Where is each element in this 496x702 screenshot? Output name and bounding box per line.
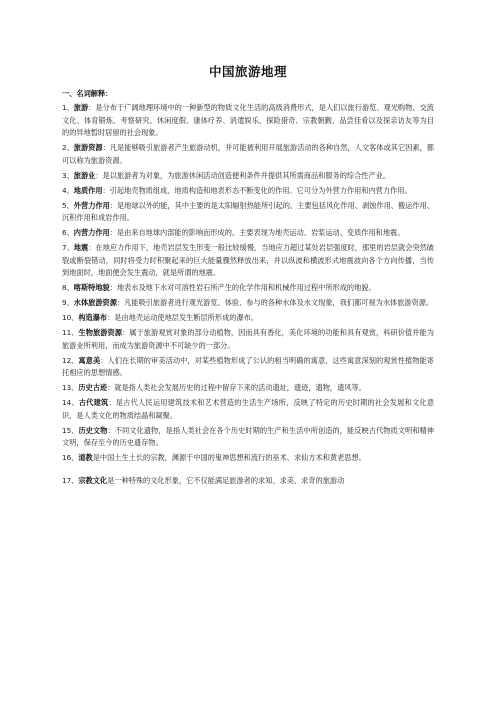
entry-definition: ：不同文化遗物，是指人类社会在各个历史时期的生产和生活中所创造的，能反映古代物质文明和精神文明，保存至今的历史遗存物。 (62, 425, 434, 447)
definition-entry (62, 200, 434, 225)
definition-entry (62, 452, 434, 465)
entry-definition: ：是由来自地球内部能的影响而形成的。主要表现为地壳运动、岩浆运动、变质作用和地震。 (109, 228, 405, 237)
entry-definition: ：是分布于广阔地理环境中的一种新型的物质文化生活的高级消费形式，是人们以旅行游览、观光购物、交流文化、体育锻炼、考察研究、休闲度假、康体疗养、消遣娱乐、探险猎奇、宗教朝觐、品尝佳肴以及探亲访友等为目的的异地暂时居留的社会现象。 (62, 103, 434, 137)
entry-definition: ：就是指人类社会发展历史的过程中留存下来的活动遗址，遗迹，遗物，遗风等。 (107, 383, 366, 392)
entry-number: 17、 (62, 475, 79, 485)
entry-number: 8、 (62, 283, 74, 292)
entry-number: 1、 (62, 103, 74, 112)
entry-definition: ：地表水及地下水对可溶性岩石所产生的化学作用和机械作用过程中所形成的地貌。 (109, 283, 376, 292)
entry-term: 外营力作用 (73, 200, 110, 210)
definition-entry (62, 185, 434, 198)
document-page (62, 62, 434, 490)
entry-term: 寓意美 (78, 355, 101, 365)
entry-definition: 是中国土生土长的宗教，渊源于中国的鬼神思想和流行的巫术、求仙方术和黄老思想。 (92, 453, 366, 462)
document-title: 中国旅游地理 (208, 64, 287, 79)
entry-term: 古代建筑 (78, 398, 109, 407)
entry-number: 12、 (62, 355, 79, 365)
entry-number: 3、 (62, 170, 74, 180)
entry-definition: ：凡是能够吸引旅游者产生旅游动机，并可能被利用开展旅游活动的各种自然，人文客体或其它因素，都可以称为旅游资源。 (62, 143, 434, 165)
entry-definition: ：引起地壳物质组成、地质构造和地表形态不断变化的作用。它可分为外营力作用和内营力作用。 (102, 185, 412, 195)
entry-term: 旅游业 (73, 170, 96, 180)
definition-list (62, 102, 434, 487)
entry-term: 历史文物 (78, 425, 108, 435)
entry-number: 9、 (62, 298, 74, 307)
entry-definition: ：属于旅游观赏对象的部分动植物，因而具有香化，美化环境的功能和具有观赏，科研价值并能为旅游业所利用，而成为旅游资源中不可缺少的一部分。 (62, 328, 434, 350)
entry-definition: ：是古代人民运用建筑技术和艺术营造的生活生产场所，反映了特定的历史时期的社会发展和文化意识，是人类文化的物质结晶和凝聚。 (62, 398, 434, 420)
definition-entry (62, 282, 434, 295)
entry-term: 旅游资源 (73, 143, 103, 152)
section-heading: 一、名词解释： (62, 89, 113, 98)
entry-number: 14、 (62, 398, 79, 407)
entry-term: 历史古迹 (78, 383, 108, 392)
definition-entry (62, 397, 434, 422)
entry-number: 15、 (62, 425, 79, 435)
entry-definition: ：凡能吸引旅游者进行观光游览、体验、参与的各种水体及水文现象，我们都可视为水体旅游资源。 (116, 298, 434, 307)
definition-entry (62, 170, 434, 183)
definition-entry (62, 102, 434, 140)
definition-entry (62, 382, 434, 395)
entry-term: 地质作用 (73, 185, 103, 195)
entry-definition: ：是以旅游者为对象，为旅游休闲活动创造便利条件并提供其所需商品和服务的综合性产业。 (95, 170, 391, 180)
entry-number: 10、 (62, 313, 79, 322)
entry-term: 喀斯特地貌 (73, 283, 110, 292)
definition-entry (62, 297, 434, 310)
definition-entry (62, 312, 434, 325)
entry-number: 11、 (62, 328, 79, 337)
entry-number: 2、 (62, 143, 74, 152)
definition-entry (62, 475, 434, 488)
entry-number: 16、 (62, 453, 79, 462)
entry-number: 5、 (62, 200, 74, 210)
entry-term: 地震 (73, 243, 89, 252)
entry-number: 7、 (62, 243, 74, 252)
entry-definition: 是一种特殊的文化形象，它不仅能满足旅游者的求知、求美、求奇的旅游动 (107, 475, 345, 485)
entry-number: 13、 (62, 383, 79, 392)
definition-entry (62, 327, 434, 352)
entry-term: 构造瀑布 (78, 313, 108, 322)
entry-term: 道教 (78, 453, 93, 462)
entry-number: 4、 (62, 185, 74, 195)
definition-entry (62, 355, 434, 380)
entry-definition: ：在地应力作用下，地壳岩层发生形变一般比较缓慢，当地应力超过某处岩层强度时，那里的岩层就会突然破裂或断裂错动，同时将受力时积聚起来的巨大能量骤然释放出来，并以纵波和横波形式地震波向各个方向传播，当传到地面时，地面便会发生震动，就是所谓的地震。 (62, 243, 434, 277)
entry-term: 旅游 (73, 103, 89, 112)
definition-entry (62, 425, 434, 450)
entry-term: 宗教文化 (78, 475, 108, 485)
definition-entry (62, 142, 434, 167)
entry-definition: ：人们在长期的审美活动中，对某些植物形成了公认的相当明确的寓意，这些寓意深刻的观赏性植物能寄托相应的思想情感。 (62, 355, 434, 377)
definition-entry (62, 242, 434, 280)
entry-term: 水体旅游资源 (73, 298, 117, 307)
entry-term: 内营力作用 (73, 228, 110, 237)
definition-entry (62, 227, 434, 240)
entry-term: 生物旅游资源 (78, 328, 123, 337)
entry-definition: ：是由地壳运动使地层发生断层所形成的瀑布。 (107, 313, 259, 322)
entry-definition: ：是地球以外的能，其中主要的是太阳辐射热能所引起的。主要包括风化作用、剥蚀作用、搬运作用、沉积作用和成岩作用。 (62, 200, 434, 222)
entry-number: 6、 (62, 228, 74, 237)
